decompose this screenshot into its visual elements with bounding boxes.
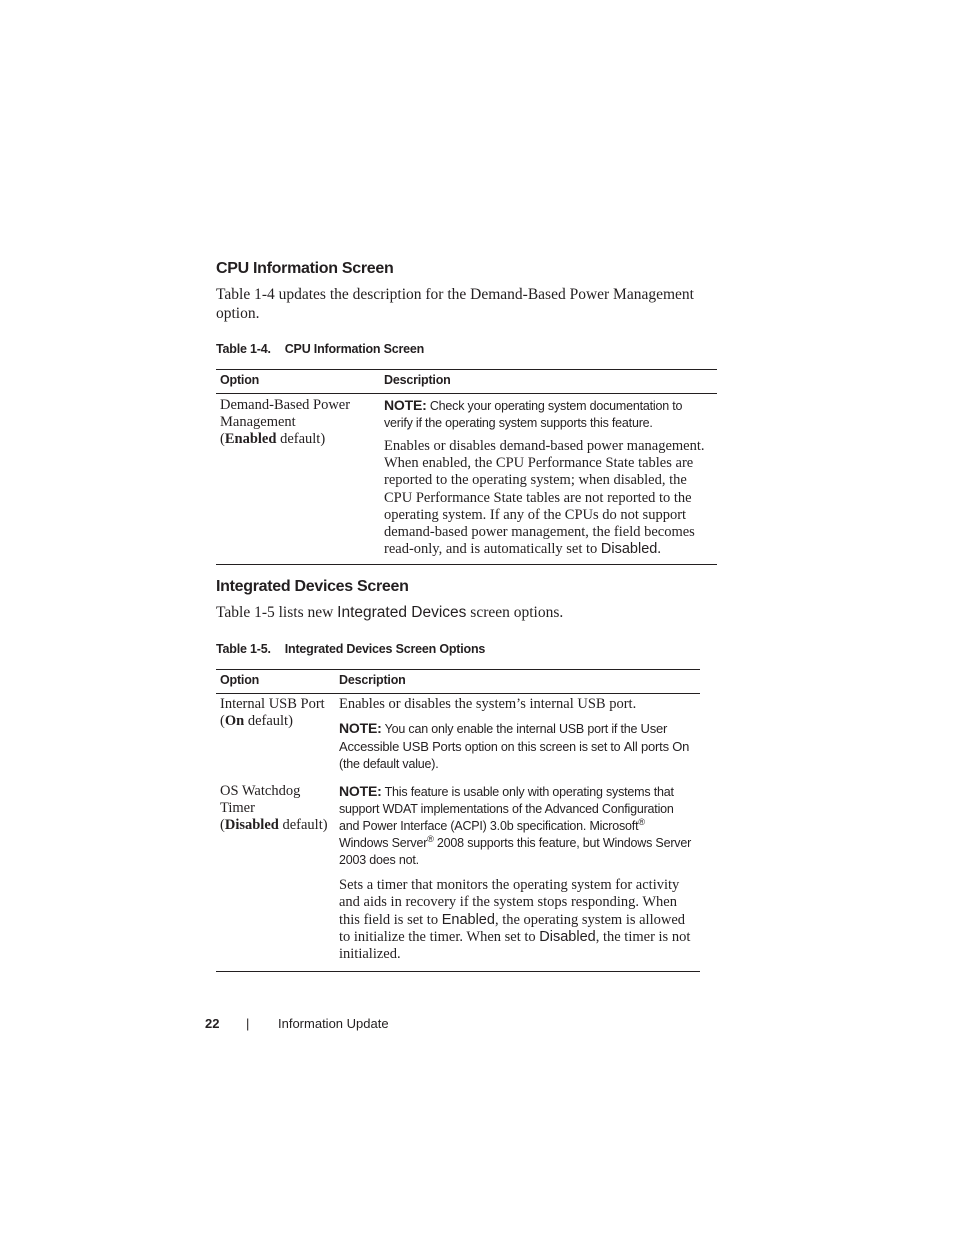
- intro-pre: Table 1-5 lists new: [216, 604, 334, 621]
- registered-mark: ®: [427, 834, 434, 845]
- option-name-line2: Management: [220, 414, 296, 430]
- cpu-info-heading: CPU Information Screen: [216, 260, 394, 277]
- option-cell: [220, 696, 331, 730]
- description-end: .: [657, 541, 661, 558]
- table-row: [216, 394, 717, 565]
- note-block: [339, 720, 692, 773]
- option-default: (Disabled default): [220, 817, 328, 834]
- description-text: [339, 877, 692, 963]
- cpu-info-table: [216, 369, 717, 565]
- footer-separator: |: [246, 1016, 250, 1031]
- note-label: NOTE:: [339, 720, 382, 737]
- table-title: CPU Information Screen: [284, 342, 425, 356]
- note-text-pre: You can only enable the internal USB port if the: [384, 722, 638, 737]
- page-number: 22: [205, 1016, 220, 1031]
- option-cell: [220, 783, 331, 834]
- table-number: Table 1-4.: [216, 342, 271, 356]
- description-pre: Sets a timer that monitors the operating system for activity and aids in recovery if the system stops responding. When this field is set to: [339, 877, 680, 928]
- option-name-line1: Internal USB Port: [220, 696, 325, 712]
- integrated-devices-table: [216, 669, 700, 972]
- default-value: Enabled: [224, 431, 277, 447]
- integrated-devices-intro: [216, 603, 563, 622]
- intro-post: screen options.: [470, 604, 564, 621]
- table-row: [216, 694, 700, 782]
- column-header-option: Option: [216, 370, 380, 394]
- column-header-description: Description: [335, 670, 700, 694]
- note-text-post: (the default value).: [339, 757, 439, 772]
- footer-section-title: Information Update: [278, 1016, 389, 1031]
- table-number: Table 1-5.: [216, 642, 271, 656]
- default-value: Disabled: [224, 817, 279, 834]
- column-header-option: Option: [216, 670, 335, 694]
- note-ui-value: All ports On: [623, 739, 690, 755]
- enabled-value: Enabled: [441, 911, 495, 928]
- column-header-description: Description: [380, 370, 717, 394]
- note-text-3: 2008 supports this feature, but Windows Server 2003 does not.: [339, 836, 692, 868]
- description-text: [384, 438, 709, 558]
- table-header-row: [216, 670, 700, 694]
- option-name-line2: Timer: [220, 800, 255, 817]
- intro-ui-term: Integrated Devices: [337, 604, 467, 621]
- cpu-info-intro: Table 1-4 updates the description for the Demand-Based Power Management option.: [216, 286, 694, 322]
- note-text: Check your operating system documentation to verify if the operating system supports this feature.: [384, 399, 683, 430]
- option-name-line1: Demand-Based Power: [220, 397, 351, 413]
- note-block: [339, 783, 692, 869]
- description-post: , the timer is not initialized.: [339, 928, 691, 963]
- note-block: [384, 397, 709, 432]
- option-name-line1: OS Watchdog: [220, 783, 301, 800]
- description-text: Enables or disables the system’s internal USB port.: [339, 696, 637, 712]
- note-text-mid: option on this screen is set to: [464, 740, 621, 755]
- default-suffix: default): [247, 713, 293, 729]
- table-1-4-caption: [216, 342, 424, 356]
- table-row: [216, 781, 700, 972]
- note-text-1: This feature is usable only with operating systems that support WDAT implementations of the Advanced Configuration and Power Interface (ACPI) 3.0b specification. Microsoft: [339, 785, 674, 834]
- table-header-row: [216, 370, 717, 394]
- disabled-value: Disabled: [539, 928, 596, 945]
- table-1-5-caption: [216, 642, 485, 656]
- note-label: NOTE:: [339, 783, 382, 800]
- option-default: (Enabled default): [220, 431, 326, 447]
- option-cell: [220, 397, 376, 448]
- registered-mark: ®: [638, 817, 645, 828]
- integrated-devices-heading: Integrated Devices Screen: [216, 578, 409, 595]
- note-text-2: Windows Server: [339, 836, 428, 851]
- note-label: NOTE:: [384, 397, 427, 413]
- description-mid: , the operating system is allowed to initialize the timer. When set to: [339, 911, 686, 945]
- note-ui-term: User Accessible USB Ports: [339, 721, 668, 755]
- default-suffix: default): [280, 431, 326, 447]
- default-suffix: default): [282, 817, 328, 834]
- description-body: Enables or disables demand-based power management. When enabled, the CPU Performance State tables are reported to the operating system; when disabled, the CPU Performance State tables are not reported to the operating system. If any of the CPUs do not support demand-based power management, the field becomes read-only, and is automatically set to: [384, 438, 705, 558]
- default-value: On: [224, 713, 245, 729]
- option-default: (On default): [220, 713, 293, 729]
- table-title: Integrated Devices Screen Options: [284, 642, 486, 656]
- disabled-value: Disabled: [600, 541, 658, 558]
